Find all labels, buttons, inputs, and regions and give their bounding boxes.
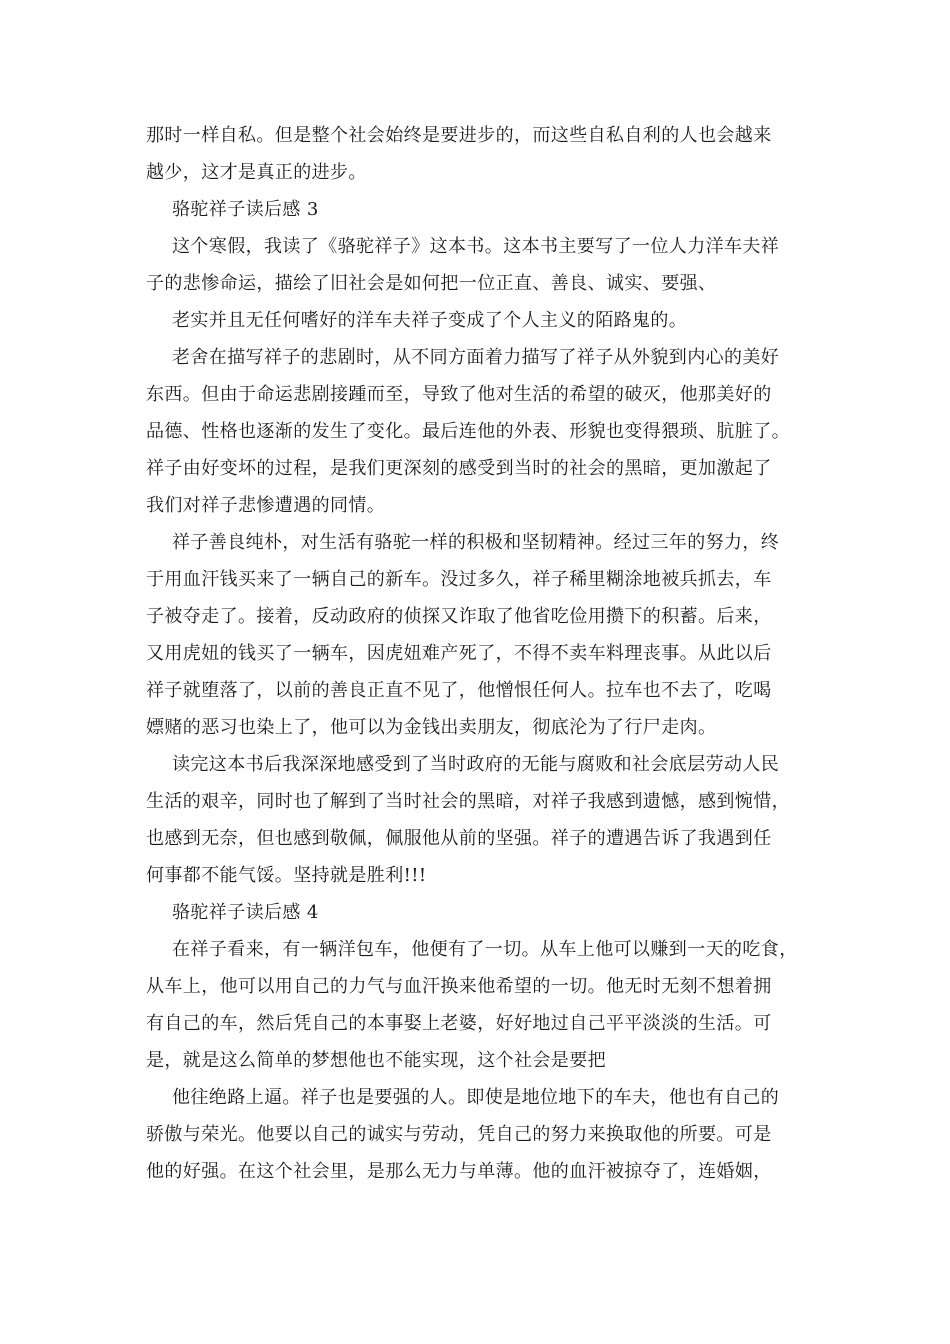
section-heading-4: 骆驼祥子读后感 4 xyxy=(172,902,319,923)
text-line: 生活的艰辛，同时也了解到了当时社会的黑暗，对祥子我感到遗憾，感到惋惜， xyxy=(146,791,790,812)
text-line: 老实并且无任何嗜好的洋车夫祥子变成了个人主义的陌路鬼的。 xyxy=(172,310,688,331)
text-line: 骄傲与荣光。他要以自己的诚实与劳动，凭自己的努力来换取他的所要。可是 xyxy=(146,1124,772,1145)
text-line: 品德、性格也逐渐的发生了变化。最后连他的外表、形貌也变得猥琐、肮脏了。 xyxy=(146,421,790,442)
text-line: 这个寒假，我读了《骆驼祥子》这本书。这本书主要写了一位人力洋车夫祥 xyxy=(172,236,780,257)
text-line: 也感到无奈，但也感到敬佩，佩服他从前的坚强。祥子的遭遇告诉了我遇到任 xyxy=(146,828,772,849)
text-line: 在祥子看来，有一辆洋包车，他便有了一切。从车上他可以赚到一天的吃食， xyxy=(172,939,798,960)
text-line: 他往绝路上逼。祥子也是要强的人。即使是地位地下的车夫，他也有自己的 xyxy=(172,1087,780,1108)
text-line: 又用虎妞的钱买了一辆车，因虎妞难产死了，不得不卖车料理丧事。从此以后 xyxy=(146,643,772,664)
text-line: 祥子由好变坏的过程，是我们更深刻的感受到当时的社会的黑暗，更加激起了 xyxy=(146,458,772,479)
text-line: 他的好强。在这个社会里，是那么无力与单薄。他的血汗被掠夺了，连婚姻， xyxy=(146,1161,772,1182)
text-line: 祥子善良纯朴，对生活有骆驼一样的积极和坚韧精神。经过三年的努力，终 xyxy=(172,532,780,553)
text-line: 子被夺走了。接着，反动政府的侦探又诈取了他省吃俭用攒下的积蓄。后来， xyxy=(146,606,772,627)
text-line: 我们对祥子悲惨遭遇的同情。 xyxy=(146,495,386,516)
text-line: 从车上，他可以用自己的力气与血汗换来他希望的一切。他无时无刻不想着拥 xyxy=(146,976,772,997)
text-line: 是，就是这么简单的梦想他也不能实现，这个社会是要把 xyxy=(146,1050,606,1071)
text-line: 有自己的车，然后凭自己的本事娶上老婆，好好地过自己平平淡淡的生活。可 xyxy=(146,1013,772,1034)
section-heading-3: 骆驼祥子读后感 3 xyxy=(172,199,319,220)
text-line: 嫖赌的恶习也染上了，他可以为金钱出卖朋友，彻底沦为了行尸走肉。 xyxy=(146,717,717,738)
text-line: 祥子就堕落了，以前的善良正直不见了，他憎恨任何人。拉车也不去了，吃喝 xyxy=(146,680,772,701)
text-line: 何事都不能气馁。坚持就是胜利!!! xyxy=(146,865,427,886)
text-line: 越少，这才是真正的进步。 xyxy=(146,162,367,183)
text-line: 老舍在描写祥子的悲剧时，从不同方面着力描写了祥子从外貌到内心的美好 xyxy=(172,347,780,368)
text-line: 东西。但由于命运悲剧接踵而至，导致了他对生活的希望的破灭，他那美好的 xyxy=(146,384,772,405)
text-line: 读完这本书后我深深地感受到了当时政府的无能与腐败和社会底层劳动人民 xyxy=(172,754,780,775)
text-line: 于用血汗钱买来了一辆自己的新车。没过多久，祥子稀里糊涂地被兵抓去，车 xyxy=(146,569,772,590)
text-line: 子的悲惨命运，描绘了旧社会是如何把一位正直、善良、诚实、要强、 xyxy=(146,273,717,294)
text-line: 那时一样自私。但是整个社会始终是要进步的，而这些自私自利的人也会越来 xyxy=(146,125,772,146)
